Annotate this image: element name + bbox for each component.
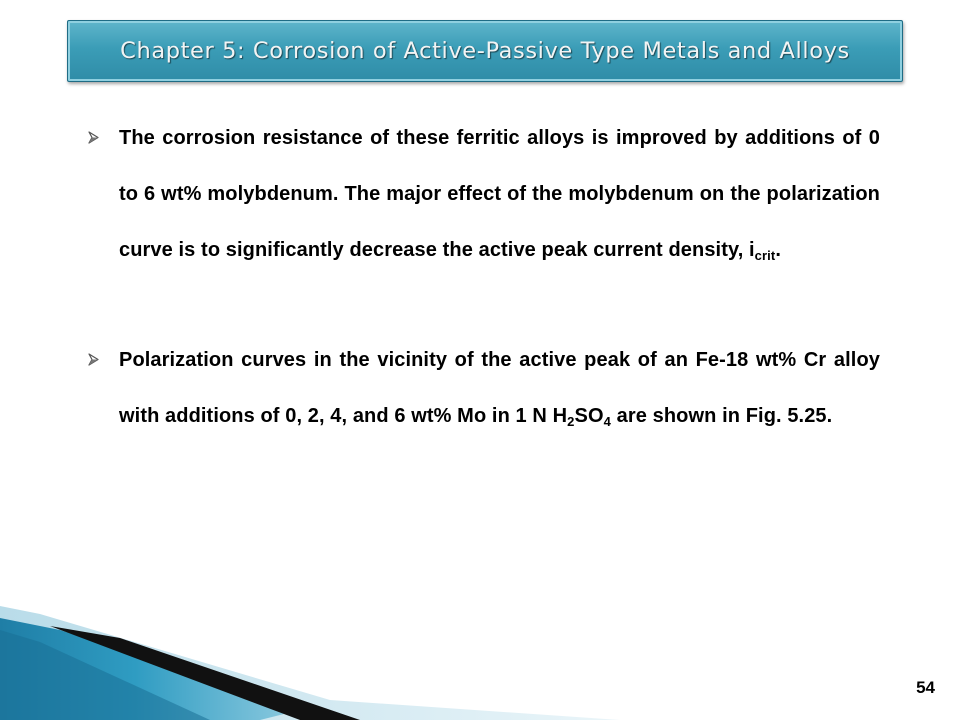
page-number: 54 [916,678,935,697]
bullet-text: Polarization curves in the vicinity of the active peak of an Fe-18 wt% Cr alloy with additions of 0, 2, 4, and 6 wt% Mo in 1 N H [119,349,880,427]
bullet-item [88,332,880,444]
bullet-item [88,110,880,278]
decorative-swoosh [0,590,620,720]
bullet-text-mid: SO [574,405,604,427]
bullet-text-end: are shown in Fig. 5.25. [610,405,833,427]
subscript: crit [754,248,776,263]
slide-title: Chapter 5: Corrosion of Active-Passive Type Metals and Alloys [120,38,850,64]
arrow-bullet-icon [88,353,100,366]
subscript: 2 [567,414,575,429]
bullet-text-end: . [775,239,781,261]
bullet-text: The corrosion resistance of these ferritic alloys is improved by additions of 0 to 6 wt% molybdenum. The major effect of the molybdenum on the polarization curve is to significantly decrease the active peak current density, i [119,127,880,261]
subscript: 4 [603,414,611,429]
title-banner [67,20,903,82]
bullet-list [88,110,880,444]
arrow-bullet-icon [88,131,100,144]
